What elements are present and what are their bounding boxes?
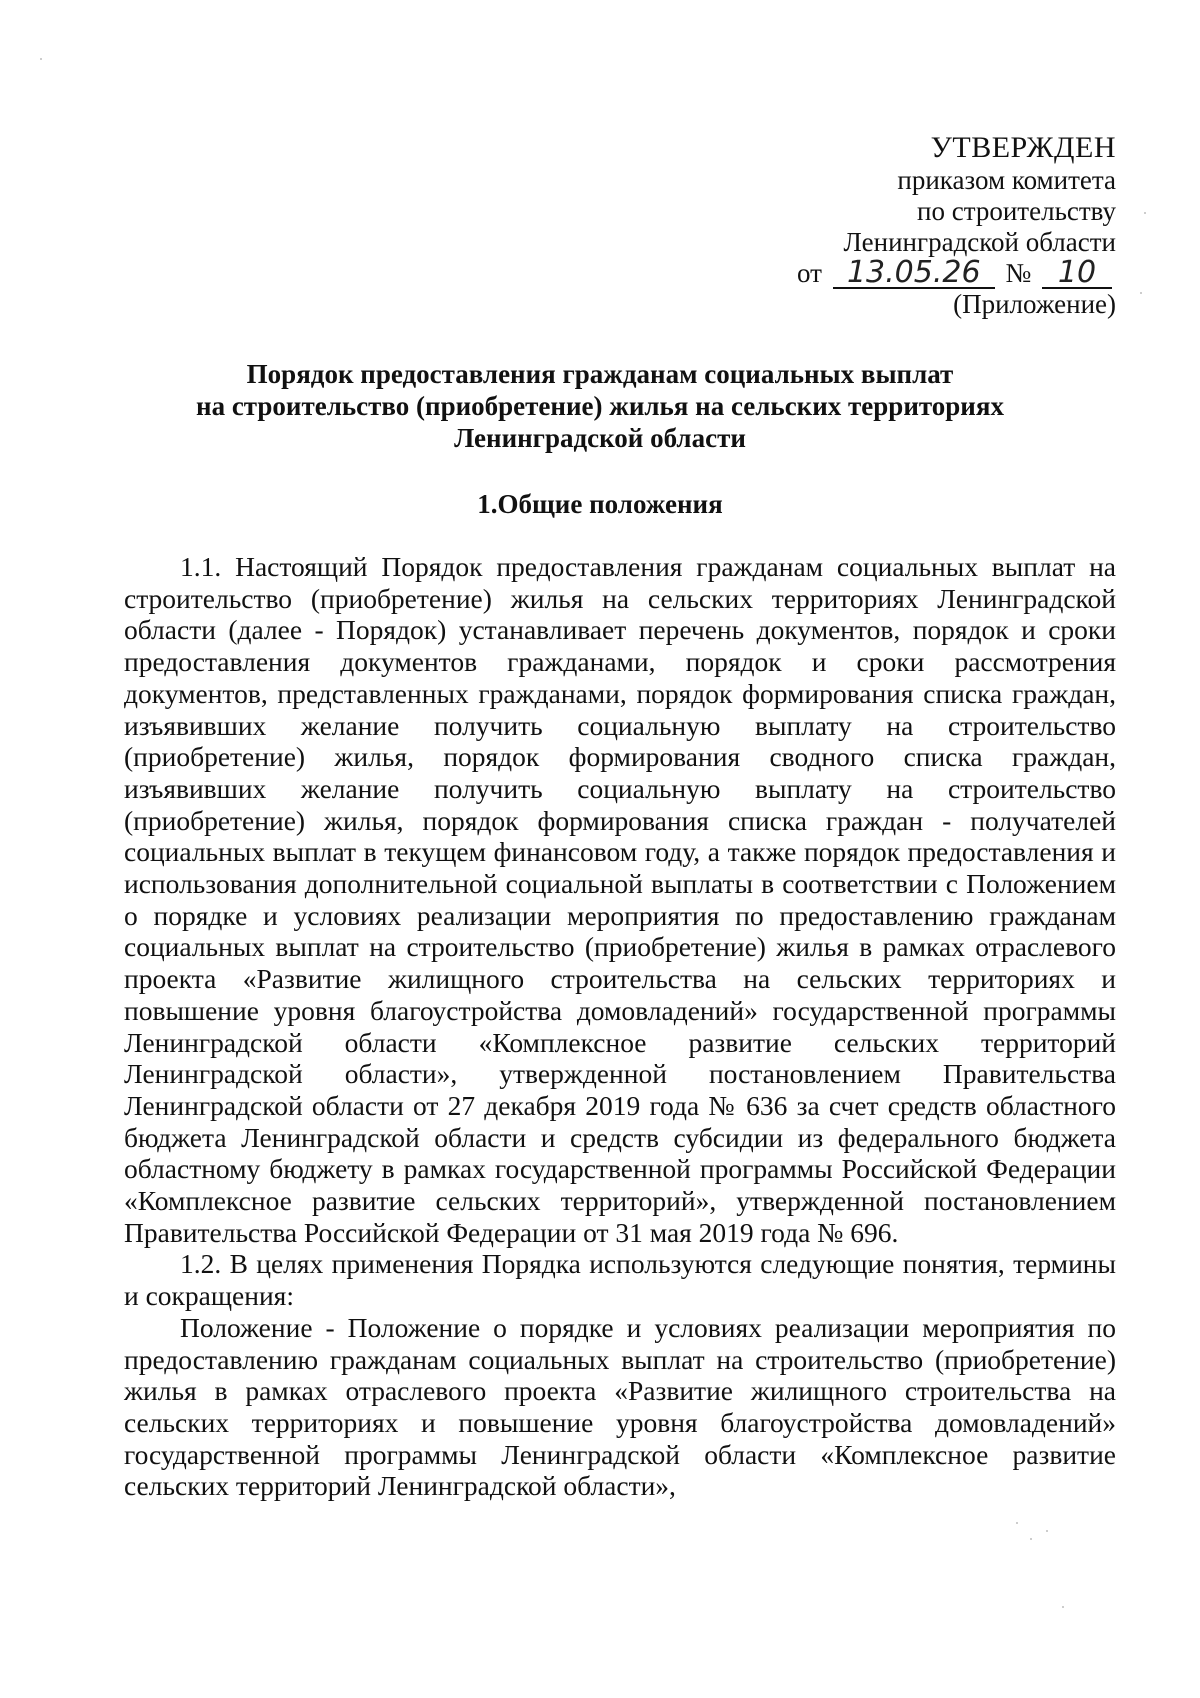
- paragraph-definition: Положение - Положение о порядке и условиях реализации мероприятия по предоставлению гражданам социальных выплат на строительство (приобретение) жилья в рамках отраслевого проекта «Развитие жилищного строительства на сельских территориях и повышение уровня благоустройства домовладений» государственной программы Ленинградской области «Комплексное развитие сельских территорий Ленинградской области»,: [124, 1311, 1116, 1502]
- scan-speck: [40, 58, 42, 60]
- scan-speck: [1030, 1538, 1032, 1540]
- document-title-line: на строительство (приобретение) жилья на сельских территориях: [196, 391, 1004, 421]
- handwritten-date: 13.05.26: [833, 259, 995, 289]
- appendix-label: (Приложение): [953, 289, 1116, 319]
- approval-date-line: [797, 255, 1116, 290]
- document-title-line: Ленинградской области: [454, 423, 746, 453]
- date-prefix: от: [797, 258, 822, 288]
- approval-line-order: приказом комитета: [897, 165, 1116, 195]
- handwritten-number: 10: [1042, 259, 1112, 289]
- scan-speck: [1144, 212, 1146, 214]
- approval-line-region: Ленинградской области: [843, 227, 1116, 257]
- paragraph-1-2: 1.2. В целях применения Порядка используются следующие понятия, термины и сокращения:: [124, 1248, 1116, 1312]
- paragraph-1-1: 1.1. Настоящий Порядок предоставления гражданам социальных выплат на строительство (приобретение) жилья на сельских территориях Ленинградской области (далее - Порядок) устанавливает перечень документов, порядок и сроки предоставления документов гражданами, порядок и сроки рассмотрения документов, представленных гражданами, порядок формирования списка граждан, изъявивших желание получить социальную выплату на строительство (приобретение) жилья, порядок формирования сводного списка граждан, изъявивших желание получить социальную выплату на строительство (приобретение) жилья, порядок формирования списка граждан - получателей социальных выплат в текущем финансовом году, а также порядок предоставления и использования дополнительной социальной выплаты в соответствии с Положением о порядке и условиях реализации мероприятия по предоставлению гражданам социальных выплат на строительство (приобретение) жилья в рамках отраслевого проекта «Развитие жилищного строительства на сельских территориях и повышение уровня благоустройства домовладений» государственной программы Ленинградской области «Комплексное развитие сельских территорий Ленинградской области», утвержденной постановлением Правительства Ленинградской области от 27 декабря 2019 года № 636 за счет средств областного бюджета Ленинградской области и средств субсидии из федерального бюджета областному бюджету в рамках государственной программы Российской Федерации «Комплексное развитие сельских территорий», утвержденной постановлением Правительства Российской Федерации от 31 мая 2019 года № 696.: [124, 551, 1116, 1248]
- approval-block: [797, 132, 1116, 320]
- section-heading: 1.Общие положения: [477, 489, 723, 519]
- approval-title: УТВЕРЖДЕН: [930, 131, 1116, 164]
- document-body: [124, 551, 1116, 1502]
- scan-speck: [1046, 1530, 1048, 1532]
- document-title: [120, 358, 1080, 454]
- scan-speck: [1140, 292, 1142, 294]
- scan-speck: [1062, 1606, 1064, 1608]
- number-sign: №: [1005, 258, 1032, 288]
- scan-speck: [1016, 1522, 1018, 1524]
- approval-line-committee: по строительству: [917, 196, 1116, 226]
- document-title-line: Порядок предоставления гражданам социальных выплат: [246, 359, 954, 389]
